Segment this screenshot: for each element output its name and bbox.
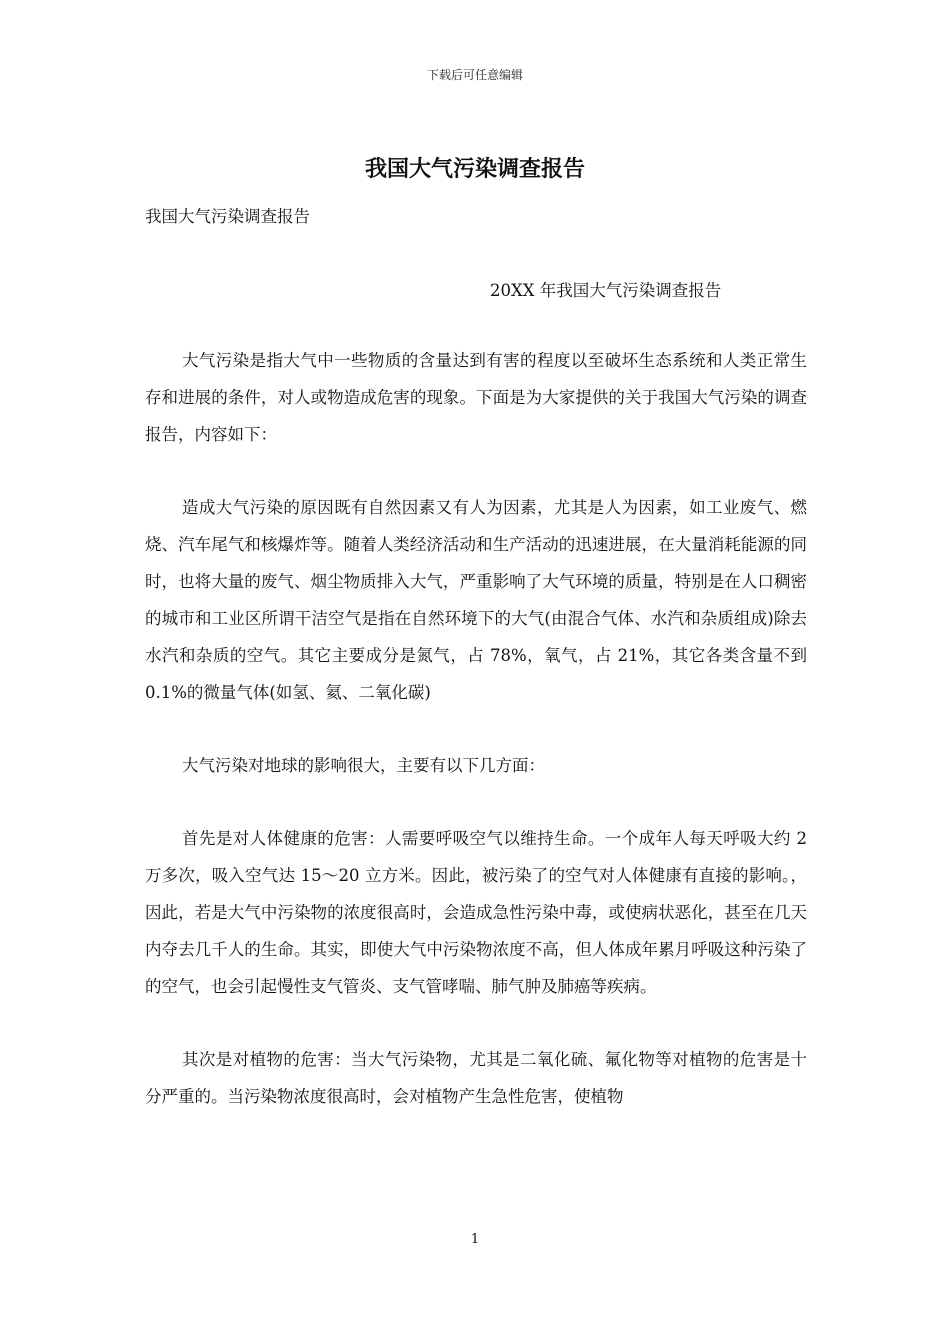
paragraph-plant-harm: 其次是对植物的危害：当大气污染物，尤其是二氧化硫、氟化物等对植物的危害是十分严重的。当污染物浓度很高时，会对植物产生急性危害，使植物 bbox=[145, 1050, 807, 1106]
header-note: 下载后可任意编辑 bbox=[426, 68, 523, 82]
paragraph-health-harm: 首先是对人体健康的危害：人需要呼吸空气以维持生命。一个成年人每天呼吸大约 2 万多次，吸入空气达 15～20 立方米。因此，被污染了的空气对人体健康有直接的影响。，因此，若是大气中污染物的浓度很高时，会造成急性污染中毒，或使病状恶化，甚至在几天内夺去几千人的生命。其实，即使大气中污染物浓度不高，但人体成年累月呼吸这种污染了的空气，也会引起慢性支气管炎、支气管哮喘、肺气肿及肺癌等疾病。 bbox=[145, 829, 807, 996]
paragraph-causes: 造成大气污染的原因既有自然因素又有人为因素，尤其是人为因素，如工业废气、燃烧、汽车尾气和核爆炸等。随着人类经济活动和生产活动的迅速进展，在大量消耗能源的同时，也将大量的废气、烟尘物质排入大气，严重影响了大气环境的质量，特别是在人口稠密的城市和工业区所谓干洁空气是指在自然环境下的大气(由混合气体、水汽和杂质组成)除去水汽和杂质的空气。其它主要成分是氮气，占 78%，氧气，占 21%，其它各类含量不到 0.1%的微量气体(如氢、氦、二氧化碳) bbox=[145, 498, 807, 702]
paragraph-impact-intro: 大气污染对地球的影响很大，主要有以下几方面： bbox=[182, 756, 545, 775]
document-body bbox=[145, 342, 807, 1151]
page-number: 1 bbox=[470, 1232, 480, 1247]
document-title: 我国大气污染调查报告 bbox=[364, 156, 585, 182]
document-subtitle: 我国大气污染调查报告 bbox=[145, 207, 310, 226]
paragraph-definition: 大气污染是指大气中一些物质的含量达到有害的程度以至破坏生态系统和人类正常生存和进展的条件，对人或物造成危害的现象。下面是为大家提供的关于我国大气污染的调查报告，内容如下： bbox=[145, 351, 807, 444]
report-heading-line: 20XX 年我国大气污染调查报告 bbox=[490, 281, 722, 300]
